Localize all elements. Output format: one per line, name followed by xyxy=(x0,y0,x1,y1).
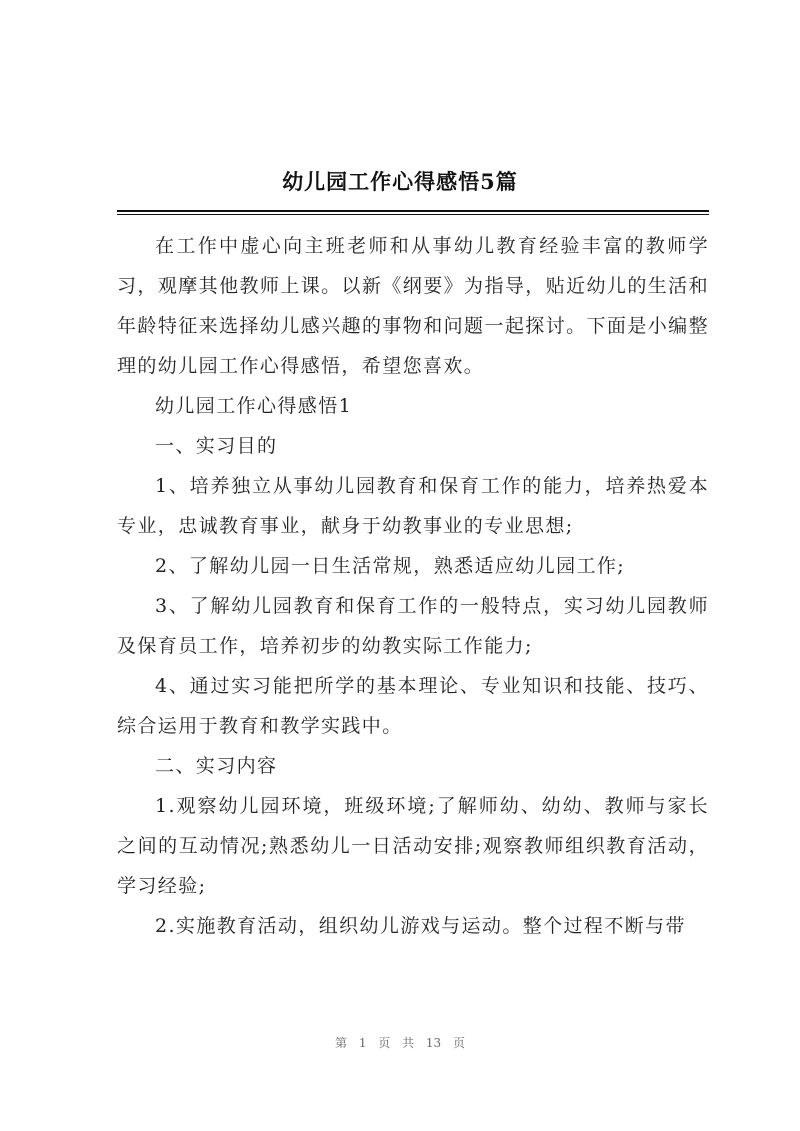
list-item: 1.观察幼儿园环境，班级环境;了解师幼、幼幼、教师与家长之间的互动情况;熟悉幼儿一日活动安排;观察教师组织教育活动，学习经验; xyxy=(117,795,709,897)
page-footer: 第 1 页 共 13 页 xyxy=(335,1036,465,1050)
title-underline-thin xyxy=(117,214,709,215)
subsection-heading: 二、实习内容 xyxy=(155,755,278,777)
document-body xyxy=(117,226,709,946)
title-underline-thick xyxy=(117,210,709,212)
list-item: 2.实施教育活动，组织幼儿游戏与运动。整个过程不断与带 xyxy=(155,915,686,937)
list-item: 3、了解幼儿园教育和保育工作的一般特点，实习幼儿园教师及保育员工作，培养初步的幼教实际工作能力; xyxy=(117,595,709,657)
list-item: 1、培养独立从事幼儿园教育和保育工作的能力，培养热爱本专业，忠诚教育事业，献身于幼教事业的专业思想; xyxy=(117,475,709,537)
section-heading: 幼儿园工作心得感悟1 xyxy=(155,395,353,417)
list-item: 4、通过实习能把所学的基本理论、专业知识和技能、技巧、综合运用于教育和教学实践中。 xyxy=(117,675,709,737)
intro-paragraph: 在工作中虚心向主班老师和从事幼儿教育经验丰富的教师学习，观摩其他教师上课。以新《纲要》为指导，贴近幼儿的生活和年龄特征来选择幼儿感兴趣的事物和问题一起探讨。下面是小编整理的幼儿园工作心得感悟，希望您喜欢。 xyxy=(117,235,709,377)
list-item: 2、了解幼儿园一日生活常规，熟悉适应幼儿园工作; xyxy=(155,555,626,577)
document-title: 幼儿园工作心得感悟5篇 xyxy=(282,169,518,194)
subsection-heading: 一、实习目的 xyxy=(155,435,278,457)
